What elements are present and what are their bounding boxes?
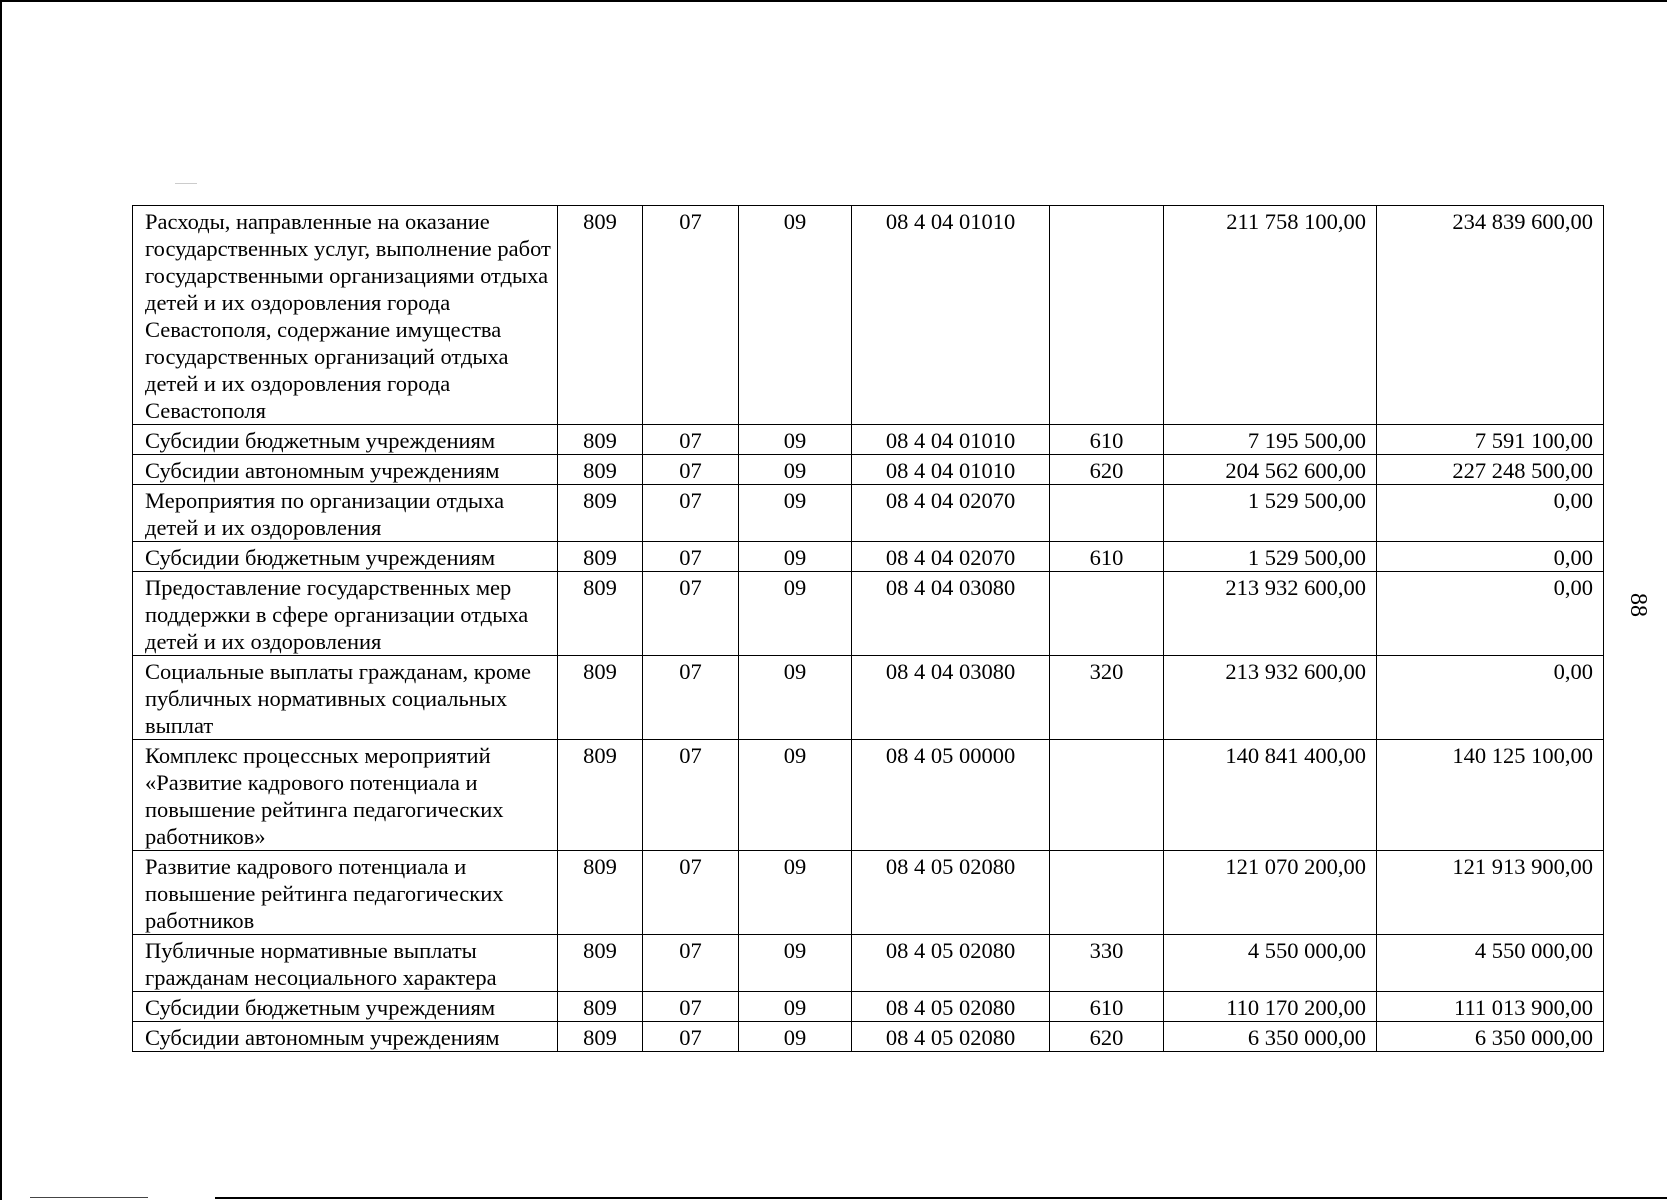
target-article-cell: 08 4 04 01010 (852, 455, 1050, 485)
scan-edge-bottom-short (30, 1197, 148, 1198)
table-row (133, 1022, 1604, 1052)
subsection-code-cell: 09 (739, 851, 852, 935)
section-code-cell: 07 (643, 992, 739, 1022)
target-article-cell: 08 4 05 00000 (852, 740, 1050, 851)
table-row (133, 572, 1604, 656)
ministry-code-cell: 809 (558, 425, 643, 455)
amount-year1-cell: 4 550 000,00 (1164, 935, 1377, 992)
target-article-cell: 08 4 04 01010 (852, 206, 1050, 425)
subsection-code-cell: 09 (739, 1022, 852, 1052)
amount-year1-cell: 6 350 000,00 (1164, 1022, 1377, 1052)
expense-name-cell: Мероприятия по организации отдыха детей и их оздоровления (133, 485, 558, 542)
amount-year1-cell: 121 070 200,00 (1164, 851, 1377, 935)
ministry-code-cell: 809 (558, 572, 643, 656)
section-code-cell: 07 (643, 485, 739, 542)
amount-year2-cell: 121 913 900,00 (1377, 851, 1604, 935)
target-article-cell: 08 4 04 02070 (852, 542, 1050, 572)
target-article-cell: 08 4 04 01010 (852, 425, 1050, 455)
expense-name-cell: Комплекс процессных мероприятий «Развитие кадрового потенциала и повышение рейтинга педагогических работников» (133, 740, 558, 851)
subsection-code-cell: 09 (739, 572, 852, 656)
table-row (133, 740, 1604, 851)
table-row (133, 935, 1604, 992)
table-row (133, 455, 1604, 485)
expense-type-cell (1050, 206, 1164, 425)
expense-type-cell: 610 (1050, 992, 1164, 1022)
expense-type-cell (1050, 740, 1164, 851)
section-code-cell: 07 (643, 851, 739, 935)
amount-year1-cell: 211 758 100,00 (1164, 206, 1377, 425)
amount-year2-cell: 0,00 (1377, 485, 1604, 542)
target-article-cell: 08 4 05 02080 (852, 935, 1050, 992)
table-row (133, 992, 1604, 1022)
table-row (133, 851, 1604, 935)
ministry-code-cell: 809 (558, 542, 643, 572)
amount-year2-cell: 227 248 500,00 (1377, 455, 1604, 485)
expense-type-cell: 330 (1050, 935, 1164, 992)
subsection-code-cell: 09 (739, 656, 852, 740)
amount-year2-cell: 234 839 600,00 (1377, 206, 1604, 425)
amount-year1-cell: 110 170 200,00 (1164, 992, 1377, 1022)
table-row (133, 542, 1604, 572)
table-row (133, 656, 1604, 740)
section-code-cell: 07 (643, 206, 739, 425)
expense-type-cell: 620 (1050, 1022, 1164, 1052)
amount-year1-cell: 213 932 600,00 (1164, 572, 1377, 656)
amount-year2-cell: 6 350 000,00 (1377, 1022, 1604, 1052)
target-article-cell: 08 4 05 02080 (852, 992, 1050, 1022)
expense-type-cell: 620 (1050, 455, 1164, 485)
page-number: 88 (1625, 593, 1651, 617)
table-row (133, 425, 1604, 455)
table-row (133, 206, 1604, 425)
expense-type-cell (1050, 485, 1164, 542)
scan-edge-left (0, 0, 2, 1200)
ministry-code-cell: 809 (558, 1022, 643, 1052)
subsection-code-cell: 09 (739, 206, 852, 425)
expense-name-cell: Развитие кадрового потенциала и повышение рейтинга педагогических работников (133, 851, 558, 935)
table-row (133, 485, 1604, 542)
section-code-cell: 07 (643, 935, 739, 992)
section-code-cell: 07 (643, 572, 739, 656)
ministry-code-cell: 809 (558, 485, 643, 542)
expense-name-cell: Субсидии автономным учреждениям (133, 455, 558, 485)
target-article-cell: 08 4 04 03080 (852, 572, 1050, 656)
ministry-code-cell: 809 (558, 851, 643, 935)
scan-edge-top (0, 0, 1667, 2)
subsection-code-cell: 09 (739, 485, 852, 542)
amount-year1-cell: 7 195 500,00 (1164, 425, 1377, 455)
subsection-code-cell: 09 (739, 455, 852, 485)
section-code-cell: 07 (643, 455, 739, 485)
expense-name-cell: Субсидии бюджетным учреждениям (133, 992, 558, 1022)
amount-year1-cell: 1 529 500,00 (1164, 542, 1377, 572)
amount-year2-cell: 7 591 100,00 (1377, 425, 1604, 455)
amount-year2-cell: 0,00 (1377, 656, 1604, 740)
amount-year2-cell: 140 125 100,00 (1377, 740, 1604, 851)
scan-edge-bottom (215, 1197, 1667, 1199)
ministry-code-cell: 809 (558, 656, 643, 740)
ministry-code-cell: 809 (558, 992, 643, 1022)
scan-artifact (175, 183, 197, 184)
target-article-cell: 08 4 04 03080 (852, 656, 1050, 740)
subsection-code-cell: 09 (739, 992, 852, 1022)
budget-table (132, 205, 1604, 1052)
expense-name-cell: Субсидии автономным учреждениям (133, 1022, 558, 1052)
amount-year2-cell: 111 013 900,00 (1377, 992, 1604, 1022)
expense-name-cell: Расходы, направленные на оказание государственных услуг, выполнение работ государственными организациями отдыха детей и их оздоровления города Севастополя, содержание имущества государственных организаций отдыха детей и их оздоровления города Севастополя (133, 206, 558, 425)
subsection-code-cell: 09 (739, 425, 852, 455)
section-code-cell: 07 (643, 740, 739, 851)
ministry-code-cell: 809 (558, 455, 643, 485)
expense-name-cell: Социальные выплаты гражданам, кроме публичных нормативных социальных выплат (133, 656, 558, 740)
section-code-cell: 07 (643, 425, 739, 455)
target-article-cell: 08 4 04 02070 (852, 485, 1050, 542)
expense-type-cell: 610 (1050, 542, 1164, 572)
subsection-code-cell: 09 (739, 935, 852, 992)
amount-year1-cell: 204 562 600,00 (1164, 455, 1377, 485)
target-article-cell: 08 4 05 02080 (852, 1022, 1050, 1052)
amount-year2-cell: 0,00 (1377, 542, 1604, 572)
amount-year2-cell: 0,00 (1377, 572, 1604, 656)
budget-table-body (133, 206, 1604, 1052)
expense-name-cell: Публичные нормативные выплаты гражданам несоциального характера (133, 935, 558, 992)
ministry-code-cell: 809 (558, 206, 643, 425)
expense-type-cell: 320 (1050, 656, 1164, 740)
amount-year1-cell: 213 932 600,00 (1164, 656, 1377, 740)
expense-name-cell: Предоставление государственных мер поддержки в сфере организации отдыха детей и их оздоровления (133, 572, 558, 656)
expense-type-cell: 610 (1050, 425, 1164, 455)
section-code-cell: 07 (643, 1022, 739, 1052)
expense-name-cell: Субсидии бюджетным учреждениям (133, 425, 558, 455)
amount-year2-cell: 4 550 000,00 (1377, 935, 1604, 992)
amount-year1-cell: 140 841 400,00 (1164, 740, 1377, 851)
ministry-code-cell: 809 (558, 935, 643, 992)
expense-name-cell: Субсидии бюджетным учреждениям (133, 542, 558, 572)
subsection-code-cell: 09 (739, 740, 852, 851)
expense-type-cell (1050, 851, 1164, 935)
ministry-code-cell: 809 (558, 740, 643, 851)
amount-year1-cell: 1 529 500,00 (1164, 485, 1377, 542)
target-article-cell: 08 4 05 02080 (852, 851, 1050, 935)
expense-type-cell (1050, 572, 1164, 656)
section-code-cell: 07 (643, 656, 739, 740)
subsection-code-cell: 09 (739, 542, 852, 572)
section-code-cell: 07 (643, 542, 739, 572)
